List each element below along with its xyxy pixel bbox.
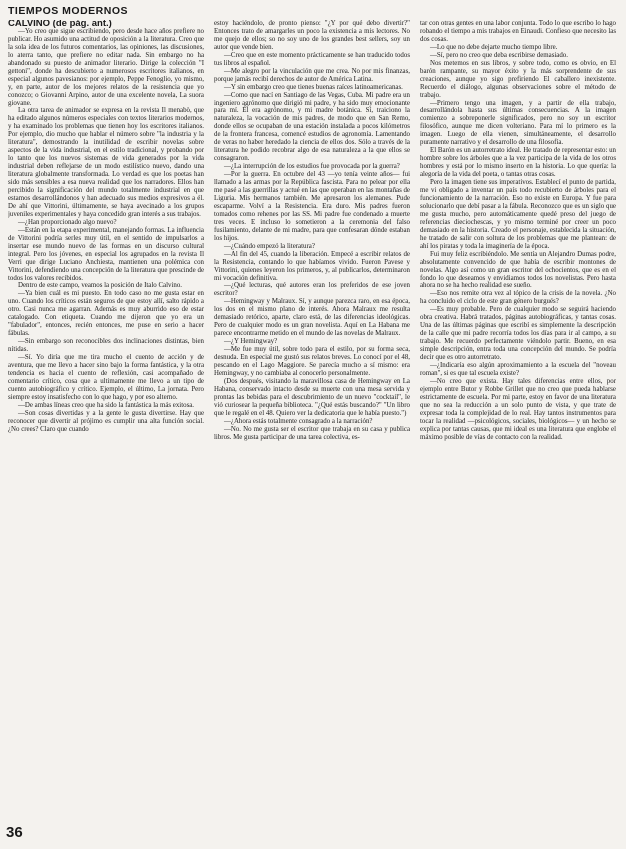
paragraph: —¿Qué lecturas, qué autores eran los preferidos de ese joven escritor?: [214, 282, 410, 298]
paragraph: —Ya bien cuál es mi puesto. En todo caso no me gusta estar en uno. Cuando los críticos están seguros de que estoy allí, salto rápido a otro. Casi nunca me agarran. Además es muy aburrido eso de estar catalogado. Con etiqueta. Cuando me dijeron que yo era un "fabulador", entonces, recién entonces, me puse en serio a hacer fábulas.: [8, 290, 204, 338]
paragraph: —Yo creo que sigue escribiendo, pero desde hace años prefiere no publicar. Ho asumido una actitud de oposición a la literatura. Creo que la sola idea de los futuros comentarios, las opiniones, las discusiones, lo aterra tanto, que prefiere no editar nada. Sin embargo no ha abandonado su puesto de animador literario. Dirige la colección "I gettoni", donde ha descubierto a numerosos escritores italianos, en especial algunos pavesianos: por ejemplo, Peppe Fenoglio, yo mismo, y, en parte, autor de los mejores relatos de la resistencia que yo conozco; o Giovanni Arpino, autor de una excelente novela, La suora giovane.: [8, 27, 204, 107]
paragraph: —Me alegro por la vinculación que me crea. No por mis finanzas, porque jamás recibí derechos de autor de América Latina.: [214, 67, 410, 83]
paragraph: —¿Indicaría eso algún aproximamiento a la escuela del "noveau roman", si es que tal escuela existe?: [420, 361, 616, 377]
paragraph: —Lo que no debe dejarte mucho tiempo libre.: [430, 43, 558, 51]
page-number: 36: [6, 824, 23, 841]
paragraph: Dentro de este campo, veamos la posición de Italo Calvino.: [18, 282, 182, 290]
paragraph: —¿Y Hemingway?: [224, 338, 278, 346]
paragraph: —Al fin del 45, cuando la liberación. Empecé a escribir relatos de la Resistencia, contando lo que habíamos vivido. Fueron Pavese y Vittorini, quienes leyeron los primeros, y, al publicarlos, determinaron mi vocación definitiva.: [214, 250, 410, 282]
paragraph: —Sí. Yo diría que me tira mucho el cuento de acción y de aventura, que me llevo a hacer sino bajo la forma fantástica, y la otra tendencia es hacia el cuento de reflexión, casi acompañado de comentario crítico, cosa que a ultimamente me llevo a un tipo de cuento autobiográfico y crítico. Ejemplo, el último, La jornata. Pero siempre estoy insatisfecho con lo que hago, y por eso alterno.: [8, 354, 204, 401]
running-header: TIEMPOS MODERNOS: [8, 5, 129, 17]
paragraph: —Y sin embargo creo que tienes buenas raíces latinoamericanas.: [224, 83, 403, 91]
paragraph: El Barón es un autorretrato ideal. He tratado de representar esto: un hombre sobre los árboles que a la vez participa de la vida de los otros hombres y está por lo mismo inserto en la historia. Lo que quería: la alegoría de la vida del poeta, o tantas otras cosas.: [420, 147, 616, 179]
paragraph: —¿Cuándo empezó la literatura?: [224, 242, 315, 250]
paragraph: —Primero tengo una imagen, y a partir de ella trabajo, desarrollándola hasta sus últimas consecuencias. A la imagen comienzo a sobreponerle significados, pero no soy un escritor filosófico, aunque me dicen volteriano. Para mí lo primero es la imagen. Luego de ella vienen, simultáneamente, el desarrollo puramente narrativo y el desarrollo de una filosofía.: [420, 99, 616, 147]
paragraph: —Eso nos remite otra vez al tópico de la crisis de la novela. ¿No ha concluido el ciclo de este gran género burgués?: [420, 290, 616, 306]
column-1: [8, 20, 204, 810]
paragraph: —Son cosas divertidas y a la gente le gusta divertirse. Hay que reconocer que divertir al prójimo es cumplir una alta función social. ¿No crees? Claro que cuando: [8, 409, 204, 433]
paragraph: —Sí, pero no creo que deba escribirse demasiado.: [430, 51, 568, 59]
paragraph: Nos metemos en sus libros, y sobre todo, como es obvio, en El barón rampante, su mayor éxito y la más sorprendente de sus creaciones, aunque yo sigo prefiriendo El caballero inexistente. Recuerdo el diálogo, algunas observaciones sobre el método de trabajo.: [420, 59, 616, 99]
paragraph: —Como que nací en Santiago de las Vegas, Cuba. Mi padre era un ingeniero agrónomo que dirigió mi padre, y ha sido muy emocionante para mí. Él era agrónomo, y mi madre botánica. Sí, traiciono la naturaleza, la vocación de mis padres, de modo que en San Remo, donde ellos se ocupaban de una estación instalada a pocos kilómetros de la frontera francesa, comencé estudios de agronomía. Lamentando de veras no haber heredado la ciencia de ellos dos. Sólo a través de la literatura he podido recobrar algo de esa naturaleza a la que ellos se consagraron.: [214, 91, 410, 163]
paragraph: Pero la imagen tiene sus imperativos. Establecí el punto de partida, me vi obligado a inventar un país todo recubierto de árboles para el funcionamiento de la narración. Eso no existe en Europa. Y fue para solucionarlo que debí pasar a la fábula. Reconozco que es un siglo que me gusta mucho, pero automáticamente quedé preso del juego de referencias dieciochescas, y yo mismo terminé por creer un poco demasiado en la historia. Creado el personaje, establecida la situación, he tratado de salir con soltura de los problemas que me plantean: de ahí los piratas y toda la imaginería de la época.: [420, 179, 616, 250]
paragraph: La otra tarea de animador se expresa en la revista Il menabò, que ha editado algunos números especiales con textos literarios modernos, y ha examinado los problemas que tienen hoy los escritores italianos. Por ejemplo, dio mucho que hablar el número sobre "la industria y la literatura", demostrando la inutilidad de escribir novelas sobre aspectos de la vida industrial, en el estilo tradicional, y probando por lo tanto que los nuevos sistemas de vida generados por la vida industrial deben reflejarse de un modo estilístico nuevo, dando una literatura globalmente transformada. Lo verdad es que los poetas han sido más sensibles a esa nueva realidad que los narradores. Ellos han percibido la significación del mundo totalmente industrial en que estamos desarrollándonos y han adecuado sus medios expresivos a él. De ahí que Vittorini, últimamente, se haya avecinado a los grupos juveniles experimentales y haya concedido gran interés a sus trabajos.: [8, 107, 204, 218]
paragraph: —¿La interrupción de los estudios fue provocada por la guerra?: [224, 163, 400, 171]
paragraph: —Por la guerra. En octubre del 43 —yo tenía veinte años— fui llamado a las armas por la República fascista. Para no pelear por ella me pasé a las guerrillas y actué en las que operaban en las montañas de Liguria. Mis hermanos también. Me apresaron los alemanes. Pude escaparme. Volví a la Resistencia. Era duro. Mis padres fueron tomados como rehenes por las SS. Mi padre fue condenado a muerte tres veces. E incluso lo sometieron a la ceremonia del falso fusilamiento, delante de mi madre, para que confesaran dónde estaban los hijos.: [214, 171, 410, 242]
paragraph: —No. No me gusta ser el escritor que trabaja en su casa y publica libros. Me gusta participar de una tarea colectiva, es-: [214, 425, 410, 441]
column-2: [214, 20, 410, 810]
paragraph: Fui muy feliz escribiéndolo. Me sentía un Alejandro Dumas podre, absolutamente convencido de que había de escribir montones de novelas. Algo así como un gran escritor del ochocientos, que es en el fondo lo que deseamos y envidiamos todos los novelistas. Pero hasta ahora no se ha hecho realidad ese sueño.: [420, 250, 616, 290]
paragraph: tar con otras gentes en una labor conjunta. Todo lo que escribo lo hago robando el tiempo a mis trabajos en Einaudi. Confieso que necesito las dos cosas.: [420, 20, 616, 43]
paragraph: —Me fue muy útil, sobre todo para el estilo, por su forma seca, desnuda. En especial me gustó sus relatos breves. Lo conocí por el 48, pescando en el Lago Maggiore. Se parecía mucho a sí mismo: era Hemingway, y no cambiaba al conocerlo personalmente.: [214, 346, 410, 377]
paragraph: —Creo que en este momento prácticamente se han traducido todos tus libros al español.: [214, 51, 410, 67]
paragraph: —De ambas líneas creo que ha sido la fantástica la más exitosa.: [18, 401, 195, 409]
paragraph: —Hemingway y Malraux. Sí, y aunque parezca raro, en esa época, los dos en el mismo plano de interés. Ahora Malraux me resulta demasiado retórico, aparte, claro está, de las diferencias ideológicas. Pero de cualquier modo es un gran novelista. Aquí en La Habana me parece encontrarme metido en el mundo de las novelas de Malraux.: [214, 298, 410, 338]
paragraph: —No creo que exista. Hay tales diferencias entre ellos, por ejemplo entre Butor y Robbe Grillet que no creo que pueda hablarse estrictamente de escuela. Por mi parte, estoy en favor de una literatura que no sea la reducción a un solo punto de vista, y que trate de expresar toda la complejidad de lo real. Hay tantos instrumentos para tocar la realidad —psicológicos, sociales, biológicos— y un hecho se explica por tantas causas, que mi ideal es una literatura que englobe el máximo posible de vías de contacto con la realidad.: [420, 377, 616, 441]
paragraph: —¿Han proporcionado algo nuevo?: [18, 218, 117, 226]
column-3: [420, 20, 616, 810]
paragraph: —Es muy probable. Pero de cualquier modo se seguirá haciendo obra creativa. Habrá tratados, páginas autobiográficas, y tantas cosas. Una de las últimas páginas que escribí es simplemente la descripción de la calle que mi padre recorría todos los días para ir al campo, a su trabajo. Me recuerdo perfectamente viéndolo partir. Bueno, en esa simple descripción, entra toda una concepción del mundo. Se podría decir que es otro autorretrato.: [420, 306, 616, 362]
section-heading: CALVINO (de pág. ant.): [8, 20, 112, 29]
paragraph: —Están en la etapa experimental, manejando formas. La influencia de Vittorini podría serles muy útil, en el sentido de impulsarlos a insertar ese mundo nuevo de las formas en un discurso cultural integral. Pero los jóvenes, en especial los agrupados en la revista Il Verri que dirige Luciano Anchiesta, mantienen una polémica con Vittorini, defendiendo una concepción de la literatura que prescinde de todos los valores recibidos.: [8, 226, 204, 282]
paragraph: (Dos después, visitando la maravillosa casa de Hemingway en La Habana, conservado intacto desde su muerte con una mesa servida y prontas las bebidas para el descubrimiento de un nuevo "cocktail", le vió curiosear la pequeña biblioteca. "¿Qué estás buscando?" "Un libro que le regalé en el 48. Quiero ver la dedicatoria que le había puesto."): [214, 377, 410, 417]
paragraph: —Sin embargo son reconocibles dos inclinaciones distintas, bien nítidas.: [8, 338, 204, 354]
paragraph: estoy haciéndolo, de pronto pienso: "¿Y por qué debo divertir?" Entonces trato de amargarles un poco la existencia a mis lectores. No me quejo de ellos; so no soy uno de los grandes best sellers, soy un autor que vende bien.: [214, 20, 410, 51]
paragraph: —¿Ahora estás totalmente consagrado a la narración?: [224, 417, 373, 425]
